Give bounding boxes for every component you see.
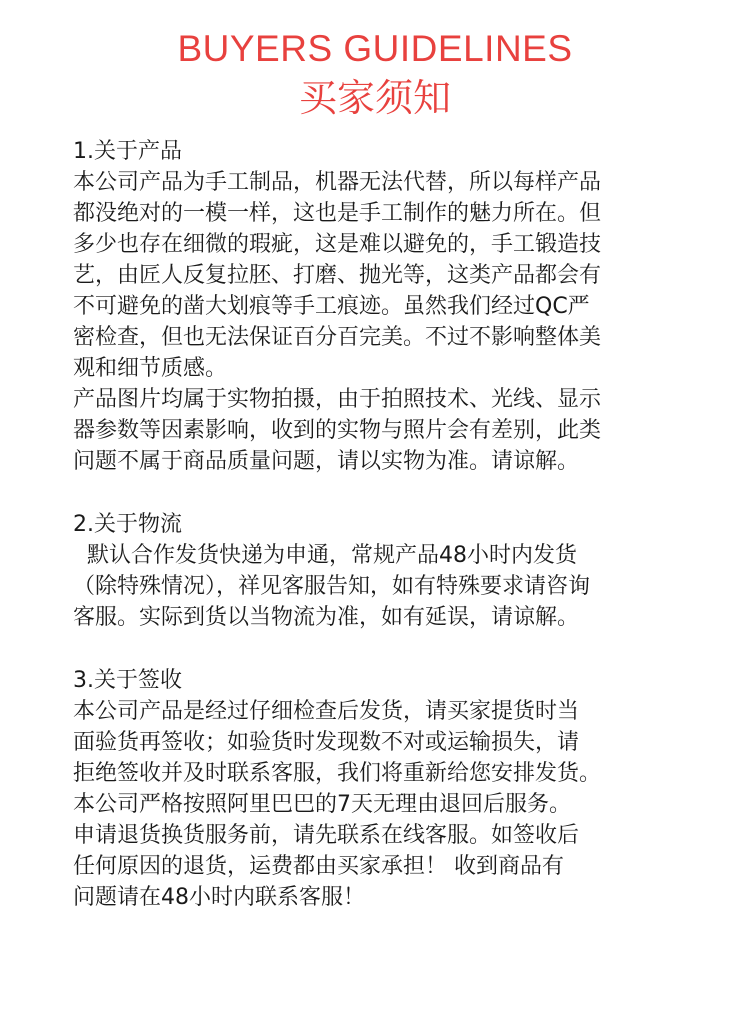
section-logistics: [73, 509, 713, 633]
page-header: [0, 26, 750, 122]
page-title-english: BUYERS GUIDELINES: [177, 28, 573, 69]
paragraph-line: 本公司产品是经过仔细检查后发货，请买家提货时当: [73, 699, 580, 724]
paragraph-line: 面验货再签收；如验货时发现数不对或运输损失，请: [73, 730, 580, 755]
section-heading: 2.关于物流: [73, 512, 182, 537]
paragraph-line: 客服。实际到货以当物流为准，如有延误，请谅解。: [73, 605, 580, 630]
paragraph-line: 产品图片均属于实物拍摄，由于拍照技术、光线、显示: [73, 387, 602, 412]
paragraph-line: 本公司严格按照阿里巴巴的7天无理由退回后服务。: [73, 792, 571, 817]
paragraph-line: （除特殊情况），祥见客服告知，如有特殊要求请咨询: [73, 574, 591, 599]
section-signing: [73, 665, 713, 913]
paragraph-line: 多少也存在细微的瑕疵，这是难以避免的，手工锻造技: [73, 232, 602, 257]
paragraph-line: 密检查，但也无法保证百分百完美。不过不影响整体美: [73, 325, 602, 350]
paragraph-line: 问题请在48小时内联系客服！: [73, 885, 365, 910]
paragraph-line: 申请退货换货服务前，请先联系在线客服。如签收后: [73, 823, 580, 848]
paragraph-line: 任何原因的退货，运费都由买家承担！ 收到商品有: [73, 854, 564, 879]
paragraph-line: 艺，由匠人反复拉胚、打磨、抛光等，这类产品都会有: [73, 263, 602, 288]
paragraph-line: 观和细节质感。: [73, 356, 228, 381]
paragraph-line: 拒绝签收并及时联系客服，我们将重新给您安排发货。: [73, 761, 602, 786]
section-heading: 1.关于产品: [73, 139, 182, 164]
paragraph-line: 本公司产品为手工制品，机器无法代替，所以每样产品: [73, 170, 602, 195]
section-product: [73, 136, 713, 477]
paragraph-line: 不可避免的凿大划痕等手工痕迹。虽然我们经过QC严: [73, 294, 590, 319]
paragraph-line: 默认合作发货快递为申通，常规产品48小时内发货: [73, 543, 577, 568]
section-heading: 3.关于签收: [73, 668, 182, 693]
page-title-chinese: 买家须知: [298, 76, 451, 120]
paragraph-line: 器参数等因素影响，收到的实物与照片会有差别，此类: [73, 418, 602, 443]
paragraph-line: 都没绝对的一模一样，这也是手工制作的魅力所在。但: [73, 201, 602, 226]
guidelines-content: [73, 136, 713, 945]
paragraph-line: 问题不属于商品质量问题，请以实物为准。请谅解。: [73, 449, 580, 474]
